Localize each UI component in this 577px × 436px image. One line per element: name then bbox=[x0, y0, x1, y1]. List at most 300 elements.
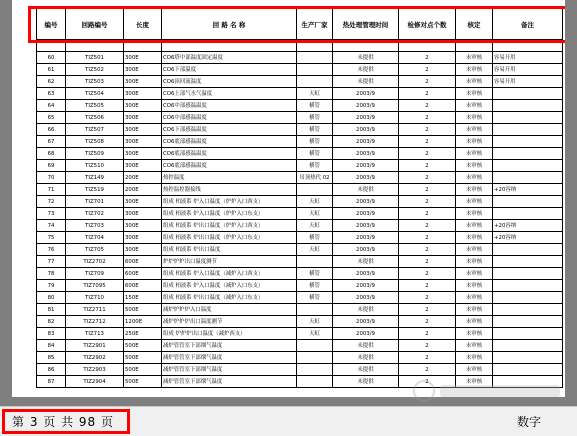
table-cell: 2003/9 bbox=[333, 88, 399, 100]
table-cell bbox=[493, 40, 563, 52]
table-cell: CO6底部感温温度 bbox=[162, 160, 297, 172]
header-row bbox=[37, 9, 563, 40]
table-cell: 300E bbox=[124, 64, 162, 76]
table-cell: 未提供 bbox=[333, 52, 399, 64]
table-cell: 2003/9 bbox=[333, 280, 399, 292]
table-cell: 2 bbox=[399, 124, 456, 136]
page-indicator: 第 3 页 共 98 页 bbox=[12, 415, 114, 429]
table-cell: 600E bbox=[124, 268, 162, 280]
table-cell: 300E bbox=[124, 100, 162, 112]
table-cell: 66 bbox=[37, 124, 66, 136]
table-cell: 未审核 bbox=[456, 100, 493, 112]
table-cell bbox=[493, 352, 563, 364]
table-cell: 未审核 bbox=[456, 292, 493, 304]
table-cell bbox=[297, 76, 333, 88]
table-cell: 300E bbox=[124, 160, 162, 172]
table-cell: 组成 炉炉炉出口温度（减炉西支） bbox=[162, 328, 297, 340]
table-cell: 79 bbox=[37, 280, 66, 292]
table-cell: 2 bbox=[399, 304, 456, 316]
table-cell: 2003/9 bbox=[333, 208, 399, 220]
table-cell: 60 bbox=[37, 52, 66, 64]
table-cell: 未提供 bbox=[333, 64, 399, 76]
table-cell: 2 bbox=[399, 172, 456, 184]
col-header: 回 路 名 称 bbox=[162, 9, 297, 40]
table-cell: 84 bbox=[37, 340, 66, 352]
table-cell: 69 bbox=[37, 160, 66, 172]
table-cell: 200E bbox=[124, 184, 162, 196]
table-cell: 天虹 bbox=[297, 196, 333, 208]
table-cell bbox=[493, 364, 563, 376]
table-cell bbox=[493, 292, 563, 304]
table-cell: 2003/9 bbox=[333, 244, 399, 256]
table-cell: 未审核 bbox=[456, 364, 493, 376]
table-cell bbox=[493, 304, 563, 316]
table-row bbox=[37, 184, 563, 196]
table-row bbox=[37, 352, 563, 364]
table-cell: TIZ502 bbox=[66, 64, 124, 76]
table-cell: 300E bbox=[124, 52, 162, 64]
table-cell: 2 bbox=[399, 244, 456, 256]
table-cell: 炉炉炉炉出口温度测节 bbox=[162, 256, 297, 268]
table-cell bbox=[297, 184, 333, 196]
table-cell: 64 bbox=[37, 100, 66, 112]
table-cell bbox=[493, 172, 563, 184]
table-cell bbox=[493, 340, 563, 352]
table-cell: 500E bbox=[124, 352, 162, 364]
table-cell: 2 bbox=[399, 88, 456, 100]
table-cell: 2 bbox=[399, 316, 456, 328]
table-cell: 未审核 bbox=[456, 52, 493, 64]
table-cell: 2 bbox=[399, 220, 456, 232]
table-cell: 组成 柏液系 炉入口温度（减炉入口东支） bbox=[162, 280, 297, 292]
table-cell bbox=[297, 352, 333, 364]
table-cell: +20容纳 bbox=[493, 232, 563, 244]
table-cell: TIZ2901 bbox=[66, 340, 124, 352]
table-row bbox=[37, 256, 563, 268]
table-cell: 300E bbox=[124, 232, 162, 244]
table-row bbox=[37, 304, 563, 316]
table-row bbox=[37, 364, 563, 376]
table-cell: 150E bbox=[124, 292, 162, 304]
table-cell: 热控温控器接线 bbox=[162, 184, 297, 196]
table-cell bbox=[66, 40, 124, 52]
table-cell: TIZ149 bbox=[66, 172, 124, 184]
table-cell: 未审核 bbox=[456, 136, 493, 148]
table-cell bbox=[493, 136, 563, 148]
table-cell bbox=[297, 40, 333, 52]
table-cell: 2 bbox=[399, 292, 456, 304]
table-cell: CO6底部感温温度 bbox=[162, 148, 297, 160]
table-cell: 组成 柏液系 炉入口温度（减炉入口西支） bbox=[162, 268, 297, 280]
table-row bbox=[37, 196, 563, 208]
table-cell: 未提供 bbox=[333, 364, 399, 376]
status-bar bbox=[0, 406, 577, 436]
table-cell: 2 bbox=[399, 280, 456, 292]
table-cell: 2003/9 bbox=[333, 316, 399, 328]
table-cell: 横管 bbox=[297, 160, 333, 172]
table-cell: 2 bbox=[399, 64, 456, 76]
table-cell: 500E bbox=[124, 364, 162, 376]
table-row bbox=[37, 232, 563, 244]
table-cell bbox=[297, 364, 333, 376]
table-cell: 82 bbox=[37, 316, 66, 328]
table-cell: 横管 bbox=[297, 268, 333, 280]
table-cell: 2 bbox=[399, 364, 456, 376]
table-cell: 2003/9 bbox=[333, 160, 399, 172]
table-cell: 2 bbox=[399, 100, 456, 112]
table-cell: +20容纳 bbox=[493, 184, 563, 196]
table-cell: TIZ503 bbox=[66, 76, 124, 88]
table-cell: 未审核 bbox=[456, 88, 493, 100]
table-cell: 78 bbox=[37, 268, 66, 280]
table-cell: TIZ2702 bbox=[66, 256, 124, 268]
table-cell bbox=[493, 268, 563, 280]
table-cell: 天虹 bbox=[297, 244, 333, 256]
table-row bbox=[37, 40, 563, 52]
table-cell: 300E bbox=[124, 124, 162, 136]
table-cell: 未审核 bbox=[456, 112, 493, 124]
table-cell: TIZ501 bbox=[66, 52, 124, 64]
table-cell: TIZ703 bbox=[66, 220, 124, 232]
table-row bbox=[37, 268, 563, 280]
table-cell bbox=[493, 88, 563, 100]
table-cell: CO6中部感温温度 bbox=[162, 100, 297, 112]
table-cell bbox=[399, 40, 456, 52]
table-row bbox=[37, 340, 563, 352]
col-header: 备注 bbox=[493, 9, 563, 40]
table-cell: 77 bbox=[37, 256, 66, 268]
table-cell: TIZ705 bbox=[66, 244, 124, 256]
table-cell: 未审核 bbox=[456, 220, 493, 232]
table-cell: CO6顶回流温度 bbox=[162, 76, 297, 88]
table-cell: 减炉管管室下部烟气温度 bbox=[162, 352, 297, 364]
table-cell bbox=[493, 376, 563, 388]
data-table bbox=[36, 9, 563, 388]
table-cell: 2003/9 bbox=[333, 148, 399, 160]
table-cell: 300E bbox=[124, 220, 162, 232]
table-cell: 300E bbox=[124, 196, 162, 208]
table-cell: 2003/9 bbox=[333, 268, 399, 280]
table-cell: 天虹 bbox=[297, 208, 333, 220]
table-row bbox=[37, 76, 563, 88]
table-cell: 67 bbox=[37, 136, 66, 148]
table-cell bbox=[297, 376, 333, 388]
table-cell: 2 bbox=[399, 352, 456, 364]
table-cell: 68 bbox=[37, 148, 66, 160]
table-cell: 组成 柏液系 炉出口温度（炉炉入口西支） bbox=[162, 220, 297, 232]
table-cell bbox=[493, 160, 563, 172]
col-header: 长度 bbox=[124, 9, 162, 40]
table-cell: 2003/9 bbox=[333, 196, 399, 208]
table-cell bbox=[162, 40, 297, 52]
col-header: 编号 bbox=[37, 9, 66, 40]
table-cell: 2 bbox=[399, 184, 456, 196]
table-cell: 未审核 bbox=[456, 280, 493, 292]
table-row bbox=[37, 112, 563, 124]
table-cell: TIZ506 bbox=[66, 112, 124, 124]
table-cell: 2 bbox=[399, 76, 456, 88]
table-cell: 2 bbox=[399, 160, 456, 172]
table-cell: 1200E bbox=[124, 316, 162, 328]
table-cell: 81 bbox=[37, 304, 66, 316]
table-cell bbox=[297, 304, 333, 316]
table-row bbox=[37, 172, 563, 184]
table-cell: 300E bbox=[124, 148, 162, 160]
table-cell: 2 bbox=[399, 196, 456, 208]
table-cell: TIZ504 bbox=[66, 88, 124, 100]
table-cell: 61 bbox=[37, 64, 66, 76]
table-cell bbox=[493, 148, 563, 160]
table-cell: 未审核 bbox=[456, 340, 493, 352]
table-cell: 74 bbox=[37, 220, 66, 232]
table-row bbox=[37, 208, 563, 220]
table-cell bbox=[297, 340, 333, 352]
table-row bbox=[37, 316, 563, 328]
table-cell: CO6塔中部温度固定温度 bbox=[162, 52, 297, 64]
table-cell: 未提供 bbox=[333, 256, 399, 268]
table-cell: 未审核 bbox=[456, 124, 493, 136]
table-cell: 2 bbox=[399, 268, 456, 280]
table-cell: 2 bbox=[399, 112, 456, 124]
table-cell: 组成 柏液系 炉出口温度（炉炉入口东支） bbox=[162, 232, 297, 244]
table-cell: TIZ519 bbox=[66, 184, 124, 196]
table-cell: 未审核 bbox=[456, 232, 493, 244]
table-cell: 2 bbox=[399, 136, 456, 148]
table-cell: 2003/9 bbox=[333, 232, 399, 244]
table-cell: 500E bbox=[124, 376, 162, 388]
table-cell bbox=[493, 100, 563, 112]
table-cell bbox=[456, 40, 493, 52]
table-cell: CO6中部感温温度 bbox=[162, 112, 297, 124]
table-cell: 80 bbox=[37, 292, 66, 304]
table-cell: 未审核 bbox=[456, 160, 493, 172]
table-cell: 吊顶热代 02 bbox=[297, 172, 333, 184]
table-cell: 2003/9 bbox=[333, 136, 399, 148]
table-cell: 未审核 bbox=[456, 148, 493, 160]
col-header: 热处理管理时间 bbox=[333, 9, 399, 40]
table-cell: 300E bbox=[124, 244, 162, 256]
table-cell: TIZ713 bbox=[66, 328, 124, 340]
table-cell: 组成 柏液系 炉出口温度 bbox=[162, 244, 297, 256]
table-cell: 2 bbox=[399, 376, 456, 388]
table-cell: 2 bbox=[399, 232, 456, 244]
table-cell: +20容纳 bbox=[493, 220, 563, 232]
table-cell: 组成 柏液系 炉出口温度（减炉入口东支） bbox=[162, 292, 297, 304]
table-cell: 300E bbox=[124, 88, 162, 100]
table-row bbox=[37, 124, 563, 136]
table-cell: 未审核 bbox=[456, 316, 493, 328]
table-cell: 组成 柏液系 炉入口温度（炉炉入口东支） bbox=[162, 208, 297, 220]
table-cell: 65 bbox=[37, 112, 66, 124]
table-row bbox=[37, 52, 563, 64]
table-row bbox=[37, 280, 563, 292]
table-cell: 天虹 bbox=[297, 328, 333, 340]
table-cell: 300E bbox=[124, 208, 162, 220]
table-cell: 天虹 bbox=[297, 316, 333, 328]
col-header: 生产厂家 bbox=[297, 9, 333, 40]
table-cell: 2003/9 bbox=[333, 172, 399, 184]
table-row bbox=[37, 160, 563, 172]
table-cell bbox=[37, 40, 66, 52]
table-row bbox=[37, 100, 563, 112]
table-row bbox=[37, 376, 563, 388]
table-cell: 未审核 bbox=[456, 244, 493, 256]
table-cell: 未提供 bbox=[333, 376, 399, 388]
table-row bbox=[37, 244, 563, 256]
table-cell: TIZ7095 bbox=[66, 280, 124, 292]
table-cell: 71 bbox=[37, 184, 66, 196]
table-cell: 2003/9 bbox=[333, 124, 399, 136]
table-cell: 未审核 bbox=[456, 76, 493, 88]
table-cell bbox=[297, 64, 333, 76]
table-cell: 横管 bbox=[297, 100, 333, 112]
table-cell: 天虹 bbox=[297, 220, 333, 232]
table-cell bbox=[493, 328, 563, 340]
table-cell: 横管 bbox=[297, 232, 333, 244]
table-cell: 75 bbox=[37, 232, 66, 244]
col-header: 检修对点个数 bbox=[399, 9, 456, 40]
table-cell: 减炉管管室下部烟气温度 bbox=[162, 364, 297, 376]
table-cell: TIZ507 bbox=[66, 124, 124, 136]
table-cell: 2003/9 bbox=[333, 112, 399, 124]
table-cell: CO6下部感温温度 bbox=[162, 124, 297, 136]
table-cell: 2003/9 bbox=[333, 292, 399, 304]
table-cell: 未审核 bbox=[456, 208, 493, 220]
table-cell: 200E bbox=[124, 172, 162, 184]
table-cell bbox=[493, 280, 563, 292]
col-header: 核定 bbox=[456, 9, 493, 40]
table-cell: 减炉管管室下部烟气温度 bbox=[162, 376, 297, 388]
table-cell: TIZ510 bbox=[66, 160, 124, 172]
table-cell: 未审核 bbox=[456, 256, 493, 268]
print-preview-page bbox=[12, 0, 565, 397]
table-cell: 横管 bbox=[297, 292, 333, 304]
table-cell: 2003/9 bbox=[333, 220, 399, 232]
table-cell: 87 bbox=[37, 376, 66, 388]
table-cell: 2 bbox=[399, 340, 456, 352]
table-cell: 86 bbox=[37, 364, 66, 376]
table-cell: 未审核 bbox=[456, 184, 493, 196]
table-cell: TIZ2712 bbox=[66, 316, 124, 328]
table-row bbox=[37, 148, 563, 160]
table-cell: 73 bbox=[37, 208, 66, 220]
table-cell bbox=[493, 244, 563, 256]
table-cell: 300E bbox=[124, 136, 162, 148]
table-cell: 2 bbox=[399, 328, 456, 340]
table-cell: 83 bbox=[37, 328, 66, 340]
table-cell: 未提供 bbox=[333, 184, 399, 196]
table-cell: 横管 bbox=[297, 112, 333, 124]
table-cell: 热控温度 bbox=[162, 172, 297, 184]
table-cell: 未提供 bbox=[333, 352, 399, 364]
table-cell: 300E bbox=[124, 76, 162, 88]
table-cell: 2 bbox=[399, 256, 456, 268]
table-cell bbox=[493, 208, 563, 220]
table-cell: 组成 柏液系 炉入口温度（炉炉入口西支） bbox=[162, 196, 297, 208]
table-cell: CO6下部温度 bbox=[162, 64, 297, 76]
table-cell: 72 bbox=[37, 196, 66, 208]
table-cell: TIZ2711 bbox=[66, 304, 124, 316]
table-cell bbox=[493, 124, 563, 136]
table-cell: 未审核 bbox=[456, 328, 493, 340]
table-cell: 600E bbox=[124, 256, 162, 268]
table-cell: 85 bbox=[37, 352, 66, 364]
table-row bbox=[37, 220, 563, 232]
table-cell: 容易开用 bbox=[493, 64, 563, 76]
table-cell bbox=[493, 256, 563, 268]
table-cell: 横管 bbox=[297, 148, 333, 160]
table-cell: 2003/9 bbox=[333, 328, 399, 340]
table-cell: 减炉炉炉炉入口温度 bbox=[162, 304, 297, 316]
table-cell: 未审核 bbox=[456, 304, 493, 316]
table-cell: 未提供 bbox=[333, 76, 399, 88]
table-row bbox=[37, 292, 563, 304]
table-cell: TIZ704 bbox=[66, 232, 124, 244]
table-cell: 62 bbox=[37, 76, 66, 88]
col-header: 回路编号 bbox=[66, 9, 124, 40]
table-cell: 未审核 bbox=[456, 196, 493, 208]
table-cell bbox=[297, 52, 333, 64]
table-cell: 未审核 bbox=[456, 268, 493, 280]
table-cell: 76 bbox=[37, 244, 66, 256]
table-cell: 减炉炉炉炉出口温度测节 bbox=[162, 316, 297, 328]
table-cell: 横管 bbox=[297, 136, 333, 148]
table-row bbox=[37, 328, 563, 340]
table-cell: 横管 bbox=[297, 124, 333, 136]
table-cell: TIZ2903 bbox=[66, 364, 124, 376]
table-cell: 未提供 bbox=[333, 340, 399, 352]
table-cell: 未审核 bbox=[456, 64, 493, 76]
table-cell: TIZ509 bbox=[66, 148, 124, 160]
table-cell: TIZ505 bbox=[66, 100, 124, 112]
mode-indicator: 数字 bbox=[517, 415, 542, 429]
table-cell: CO6底部感温温度 bbox=[162, 136, 297, 148]
table-cell: 600E bbox=[124, 280, 162, 292]
table-cell: 2003/9 bbox=[333, 100, 399, 112]
table-cell: 容易开用 bbox=[493, 76, 563, 88]
table-cell: 未审核 bbox=[456, 172, 493, 184]
table-cell: 未审核 bbox=[456, 376, 493, 388]
table-cell: TIZ508 bbox=[66, 136, 124, 148]
table-cell bbox=[333, 40, 399, 52]
table-cell bbox=[493, 112, 563, 124]
table-cell: 300E bbox=[124, 112, 162, 124]
table-cell: TIZ2902 bbox=[66, 352, 124, 364]
table-cell: 横管 bbox=[297, 280, 333, 292]
table-row bbox=[37, 136, 563, 148]
table-cell: 500E bbox=[124, 304, 162, 316]
table-cell: TIZ702 bbox=[66, 208, 124, 220]
table-cell bbox=[493, 316, 563, 328]
table-cell: 减炉管管室下部烟气温度 bbox=[162, 340, 297, 352]
table-cell: 容易开用 bbox=[493, 52, 563, 64]
table-cell bbox=[493, 196, 563, 208]
table-cell: CO6上部气水气温度 bbox=[162, 88, 297, 100]
table-cell: 天虹 bbox=[297, 88, 333, 100]
table-cell: 250E bbox=[124, 328, 162, 340]
table-cell: 未提供 bbox=[333, 304, 399, 316]
table-cell: 未审核 bbox=[456, 352, 493, 364]
table-row bbox=[37, 88, 563, 100]
table-cell: 500E bbox=[124, 340, 162, 352]
table-cell: TIZ701 bbox=[66, 196, 124, 208]
table-cell: 2 bbox=[399, 52, 456, 64]
table-body bbox=[37, 40, 563, 388]
table-row bbox=[37, 64, 563, 76]
table-cell: TIZ2904 bbox=[66, 376, 124, 388]
table-cell bbox=[297, 256, 333, 268]
table-cell: 70 bbox=[37, 172, 66, 184]
